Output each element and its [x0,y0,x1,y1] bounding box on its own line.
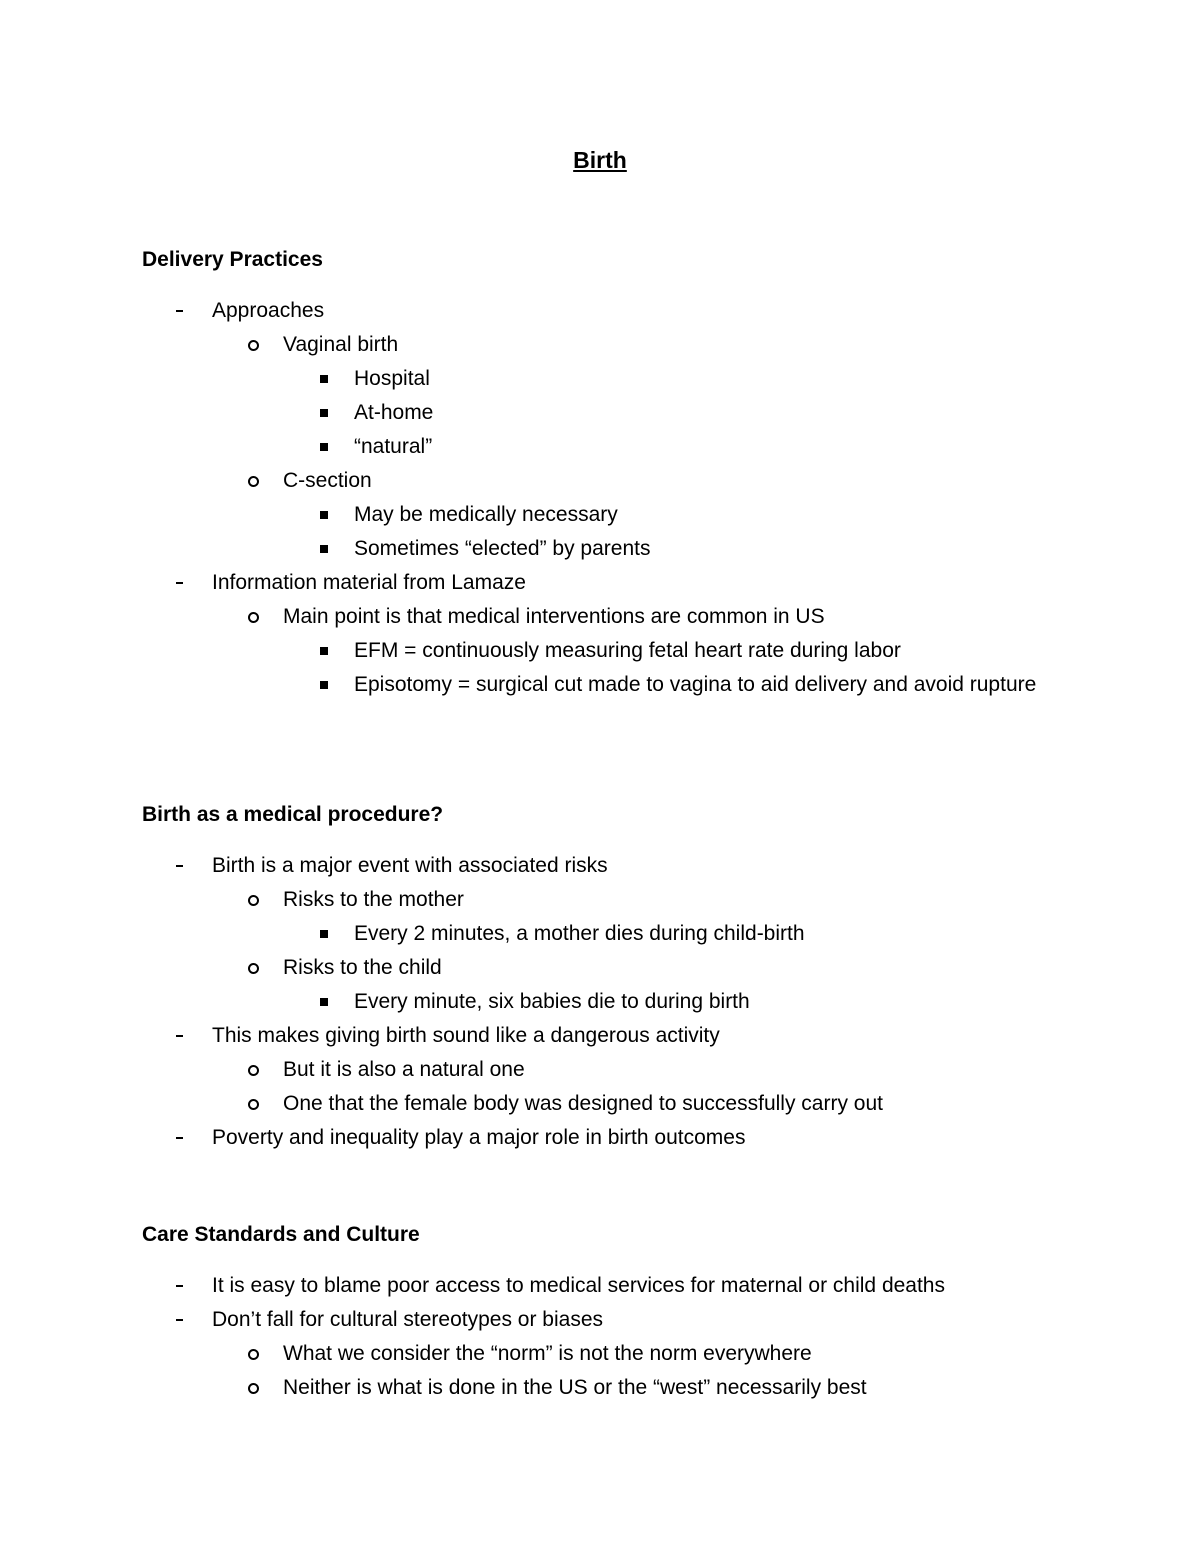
list-item-text: May be medically necessary [354,503,618,526]
circle-bullet-icon [248,1337,262,1371]
list-item-text: At-home [354,401,434,424]
list-item-text: Birth is a major event with associated risks [212,854,608,877]
circle-bullet-icon [248,951,262,985]
list-item-text: Hospital [354,367,430,390]
list-item-text: Neither is what is done in the US or the “west” necessarily best [283,1376,867,1399]
dash-bullet-icon [176,849,186,883]
list-item-text: What we consider the “norm” is not the norm everywhere [283,1342,812,1365]
square-bullet-icon [320,362,332,396]
list-item [0,849,1200,883]
square-bullet-icon [320,396,332,430]
dash-bullet-icon [176,1019,186,1053]
list-item-text: Information material from Lamaze [212,571,526,594]
square-bullet-icon [320,532,332,566]
list-item [0,951,1200,985]
list-item [0,362,1200,396]
list-item [0,328,1200,362]
list-item-text: Risks to the child [283,956,442,979]
circle-bullet-icon [248,600,262,634]
list-item-text: Sometimes “elected” by parents [354,537,651,560]
document-title: Birth [573,147,627,173]
dash-bullet-icon [176,1121,186,1155]
list-item-text: C-section [283,469,372,492]
square-bullet-icon [320,917,332,951]
circle-bullet-icon [248,1087,262,1121]
list-item [0,1087,1200,1121]
dash-bullet-icon [176,1269,186,1303]
list-item [0,1053,1200,1087]
list-item-text: “natural” [354,435,433,458]
square-bullet-icon [320,430,332,464]
square-bullet-icon [320,668,332,702]
list-item [0,668,1200,702]
list-item-text: Every 2 minutes, a mother dies during child-birth [354,922,805,945]
list-item-text: One that the female body was designed to successfully carry out [283,1092,883,1115]
list-item-text: Episotomy = surgical cut made to vagina to aid delivery and avoid rupture [354,673,1037,696]
list-item [0,1019,1200,1053]
list-item-text: Vaginal birth [283,333,399,356]
circle-bullet-icon [248,1053,262,1087]
list-item-text: It is easy to blame poor access to medical services for maternal or child deaths [212,1274,945,1297]
list-item-text: EFM = continuously measuring fetal heart rate during labor [354,639,901,662]
circle-bullet-icon [248,464,262,498]
circle-bullet-icon [248,328,262,362]
list-item-text: Risks to the mother [283,888,464,911]
list-item [0,464,1200,498]
list-item [0,600,1200,634]
list-item [0,1269,1200,1303]
section-heading: Care Standards and Culture [142,1223,420,1246]
dash-bullet-icon [176,294,186,328]
list-item [0,532,1200,566]
dash-bullet-icon [176,566,186,600]
list-item [0,1371,1200,1405]
circle-bullet-icon [248,883,262,917]
list-item [0,498,1200,532]
list-item [0,1303,1200,1337]
list-item [0,430,1200,464]
dash-bullet-icon [176,1303,186,1337]
section-heading: Delivery Practices [142,248,323,271]
list-item-text: Every minute, six babies die to during birth [354,990,750,1013]
square-bullet-icon [320,498,332,532]
list-item-text: Poverty and inequality play a major role in birth outcomes [212,1126,746,1149]
list-item [0,1121,1200,1155]
bullet-list [0,294,1200,702]
list-item-text: Don’t fall for cultural stereotypes or biases [212,1308,604,1331]
bullet-list [0,1269,1200,1405]
list-item [0,1337,1200,1371]
bullet-list [0,849,1200,1155]
list-item [0,985,1200,1019]
square-bullet-icon [320,634,332,668]
list-item [0,634,1200,668]
list-item-text: Main point is that medical interventions are common in US [283,605,825,628]
list-item [0,294,1200,328]
list-item-text: But it is also a natural one [283,1058,525,1081]
list-item-text: This makes giving birth sound like a dangerous activity [212,1024,720,1047]
list-item [0,396,1200,430]
list-item [0,883,1200,917]
list-item [0,566,1200,600]
list-item [0,917,1200,951]
section-heading: Birth as a medical procedure? [142,803,444,826]
circle-bullet-icon [248,1371,262,1405]
square-bullet-icon [320,985,332,1019]
list-item-text: Approaches [212,299,325,322]
